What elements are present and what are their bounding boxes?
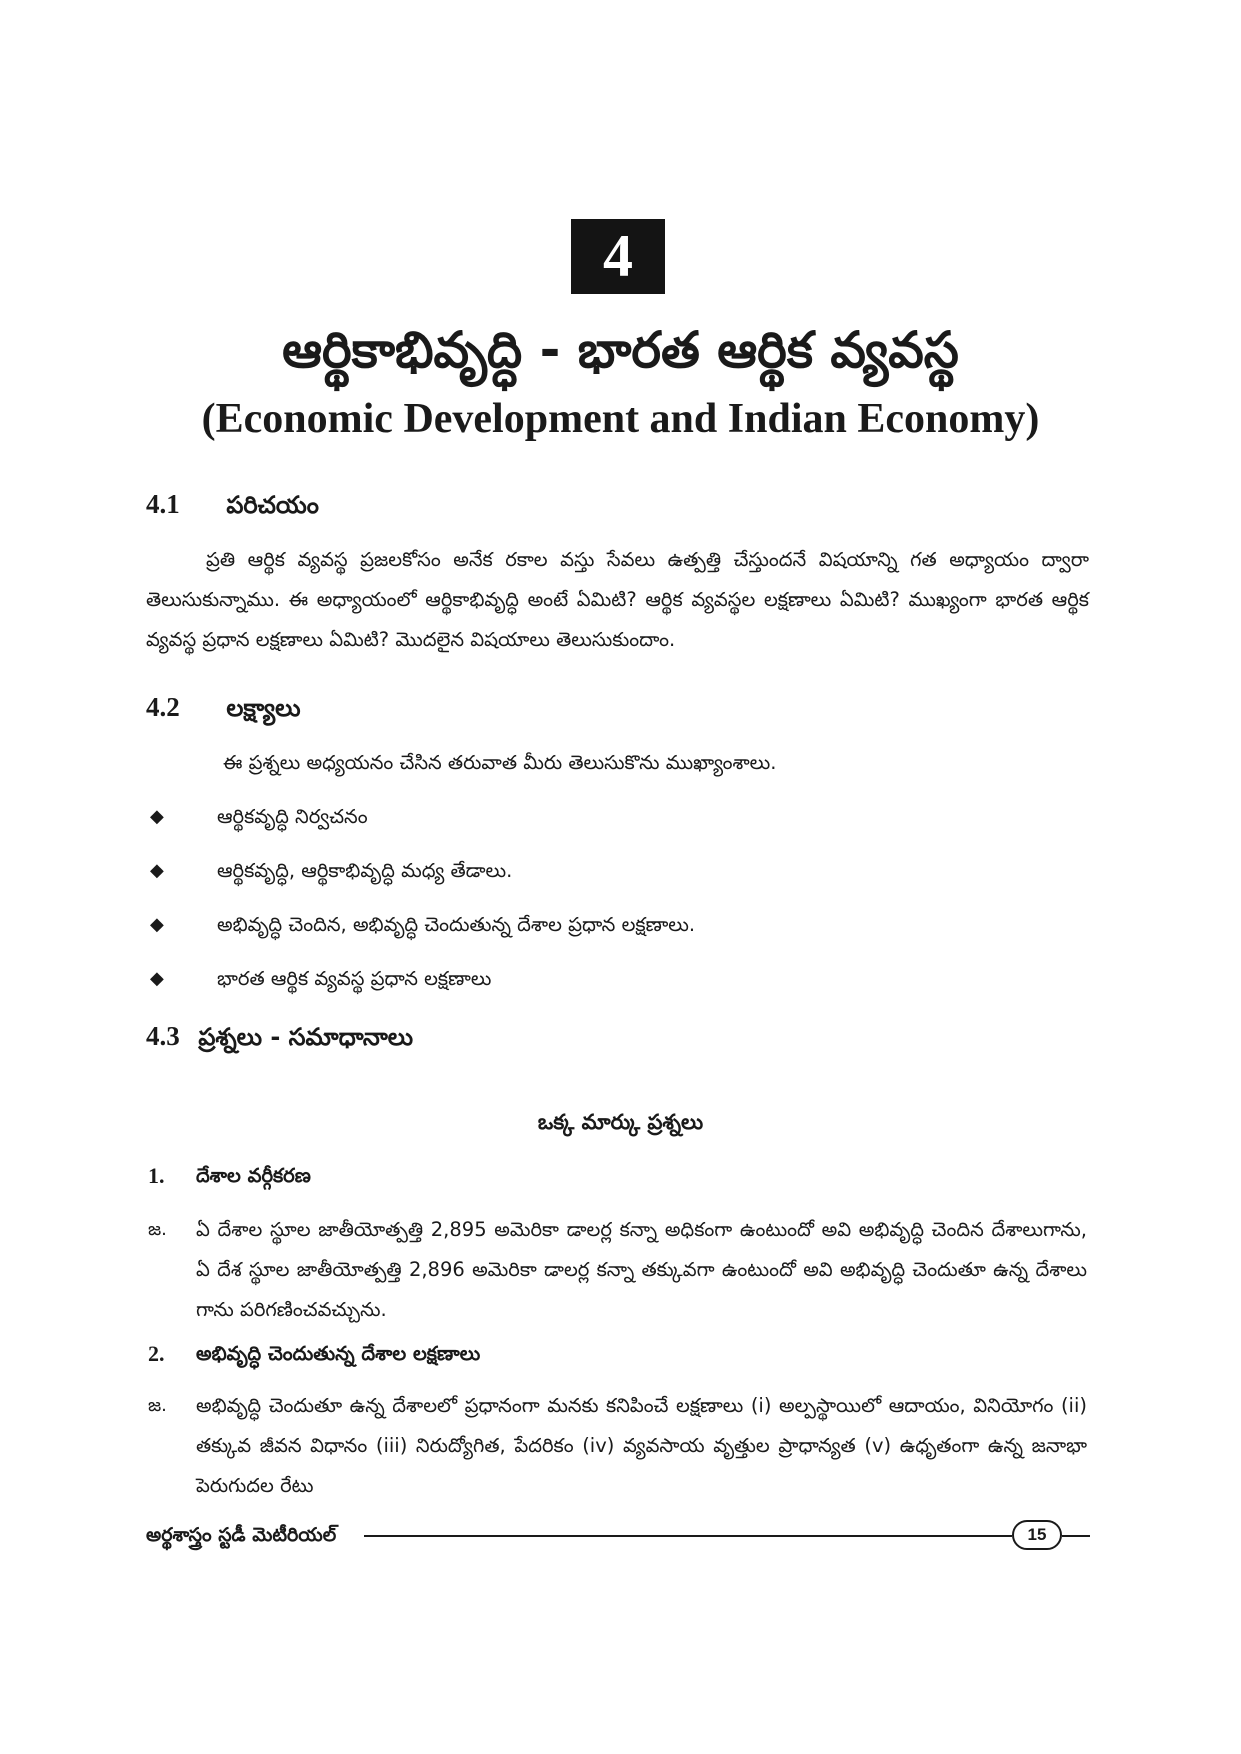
- section-heading-4-3: [146, 1019, 413, 1054]
- diamond-bullet-icon: ◆: [150, 806, 164, 827]
- diamond-bullet-icon: ◆: [150, 860, 164, 881]
- question-number: 2.: [148, 1341, 165, 1366]
- section-heading-4-2: [146, 690, 301, 725]
- diamond-bullet-icon: ◆: [150, 968, 164, 989]
- objective-item: ఆర్థికవృద్ధి, ఆర్థికాభివృద్ధి మధ్య తేడాలు.: [217, 859, 513, 882]
- page-number: 15: [1012, 1520, 1062, 1550]
- section-number: 4.3: [146, 1021, 180, 1051]
- section-label: ప్రశ్నలు - సమాధానాలు: [198, 1023, 414, 1051]
- section-label: లక్ష్యాలు: [226, 694, 301, 722]
- footer-rule: [364, 1535, 1012, 1537]
- objective-item: భారత ఆర్థిక వ్యవస్థ ప్రధాన లక్షణాలు: [217, 967, 492, 990]
- answer-label: జ.: [148, 1219, 167, 1240]
- diamond-bullet-icon: ◆: [150, 914, 164, 935]
- question-text: అభివృద్ధి చెందుతున్న దేశాల లక్షణాలు: [196, 1342, 481, 1365]
- chapter-title-telugu: ఆర్థికాభివృద్ధి - భారత ఆర్థిక వ్యవస్థ: [282, 321, 959, 379]
- chapter-title-english: (Economic Development and Indian Economy): [201, 396, 1040, 442]
- one-mark-questions-heading: ఒక్క మార్కు ప్రశ్నలు: [537, 1110, 704, 1134]
- objective-item: అభివృద్ధి చెందిన, అభివృద్ధి చెందుతున్న దేశాల ప్రధాన లక్షణాలు.: [217, 913, 696, 936]
- objectives-intro: ఈ ప్రశ్నలు అధ్యయనం చేసిన తరువాత మీరు తెలుసుకొను ముఖ్యాంశాలు.: [223, 751, 777, 774]
- footer-rule: [1062, 1535, 1090, 1537]
- answer-label: జ.: [148, 1395, 167, 1416]
- objective-item: ఆర్థికవృద్ధి నిర్వచనం: [217, 805, 368, 828]
- section-number: 4.2: [146, 692, 180, 722]
- chapter-number-box: 4: [571, 219, 665, 294]
- question-number: 1.: [148, 1163, 165, 1188]
- section-label: పరిచయం: [226, 491, 319, 519]
- answer-text: అభివృద్ధి చెందుతూ ఉన్న దేశాలలో ప్రధానంగా మనకు కనిపించే లక్షణాలు (i) అల్పస్థాయిలో ఆదాయం, వినియోగం (ii) తక్కువ జీవన విధానం (iii) నిరుద్యోగిత, పేదరికం (iv) వ్యవసాయ వృత్తుల ప్రాధాన్యత (v) ఉధృతంగా ఉన్న జనాభా పెరుగుదల రేటు: [196, 1394, 1087, 1497]
- footer-title: అర్థశాస్త్రం స్టడీ మెటీరియల్: [146, 1524, 337, 1546]
- section-heading-4-1: [146, 487, 319, 522]
- question-text: దేశాల వర్గీకరణ: [196, 1164, 311, 1187]
- intro-paragraph: ప్రతి ఆర్థిక వ్యవస్థ ప్రజలకోసం అనేక రకాల వస్తు సేవలు ఉత్పత్తి చేస్తుందనే విషయాన్ని గత అధ్యాయం ద్వారా తెలుసుకున్నాము. ఈ అధ్యాయంలో ఆర్థికాభివృద్ధి అంటే ఏమిటి? ఆర్థిక వ్యవస్థల లక్షణాలు ఏమిటి? ముఖ్యంగా భారత ఆర్థిక వ్యవస్థ ప్రధాన లక్షణాలు ఏమిటి? మొదలైన విషయాలు తెలుసుకుందాం.: [146, 548, 1089, 651]
- answer-text: ఏ దేశాల స్థూల జాతీయోత్పత్తి 2,895 అమెరికా డాలర్ల కన్నా అధికంగా ఉంటుందో అవి అభివృద్ధి చెందిన దేశాలుగాను, ఏ దేశ స్థూల జాతీయోత్పత్తి 2,896 అమెరికా డాలర్ల కన్నా తక్కువగా ఉంటుందో అవి అభివృద్ధి చెందుతూ ఉన్న దేశాలు గాను పరిగణించవచ్చును.: [196, 1218, 1087, 1321]
- section-number: 4.1: [146, 489, 180, 519]
